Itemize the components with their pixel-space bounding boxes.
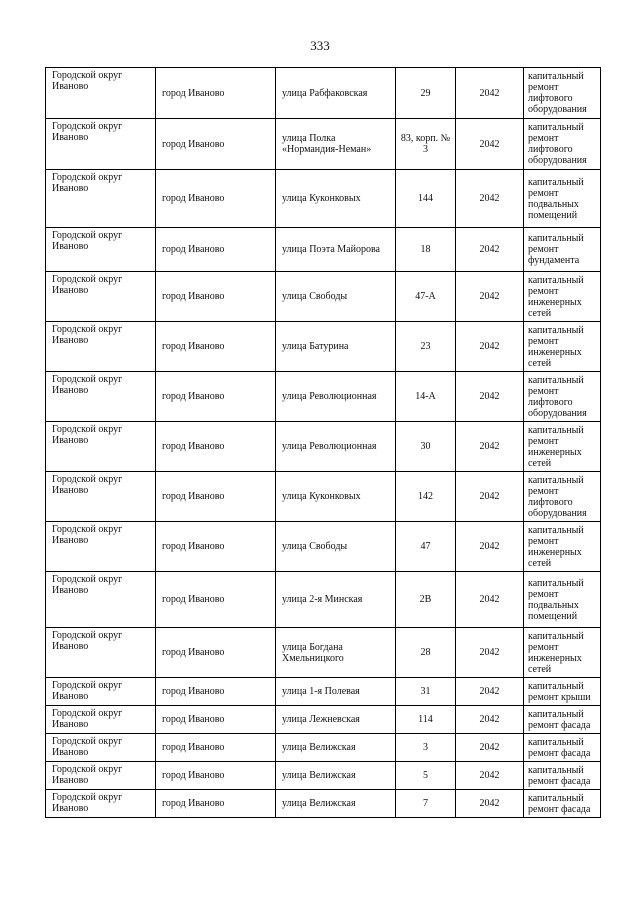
table-row — [46, 170, 601, 228]
work-type-cell: капитальный ремонт инженерных сетей — [524, 272, 601, 322]
year-cell: 2042 — [456, 322, 524, 372]
locality-cell: город Иваново — [156, 472, 276, 522]
table-row — [46, 322, 601, 372]
district-cell: Городской округ Иваново — [46, 228, 156, 272]
table-row — [46, 734, 601, 762]
street-cell: улица Поэта Майорова — [276, 228, 396, 272]
street-cell: улица Велижская — [276, 734, 396, 762]
table-row — [46, 272, 601, 322]
work-type-cell: капитальный ремонт лифтового оборудования — [524, 472, 601, 522]
year-cell: 2042 — [456, 272, 524, 322]
house-cell: 142 — [396, 472, 456, 522]
work-type-cell: капитальный ремонт инженерных сетей — [524, 628, 601, 678]
page-number: 333 — [310, 38, 330, 53]
work-type-cell: капитальный ремонт инженерных сетей — [524, 322, 601, 372]
house-cell: 31 — [396, 678, 456, 706]
year-cell: 2042 — [456, 422, 524, 472]
work-type-cell: капитальный ремонт лифтового оборудования — [524, 68, 601, 119]
street-cell: улица Свободы — [276, 272, 396, 322]
street-cell: улица 1-я Полевая — [276, 678, 396, 706]
table-row — [46, 706, 601, 734]
street-cell: улица Батурина — [276, 322, 396, 372]
house-cell: 114 — [396, 706, 456, 734]
house-cell: 83, корп. № 3 — [396, 119, 456, 170]
locality-cell: город Иваново — [156, 272, 276, 322]
year-cell: 2042 — [456, 706, 524, 734]
district-cell: Городской округ Иваново — [46, 119, 156, 170]
locality-cell: город Иваново — [156, 422, 276, 472]
house-cell: 23 — [396, 322, 456, 372]
house-cell: 47 — [396, 522, 456, 572]
work-type-cell: капитальный ремонт фасада — [524, 762, 601, 790]
locality-cell: город Иваново — [156, 790, 276, 818]
locality-cell: город Иваново — [156, 734, 276, 762]
table-row — [46, 522, 601, 572]
locality-cell: город Иваново — [156, 68, 276, 119]
work-type-cell: капитальный ремонт инженерных сетей — [524, 522, 601, 572]
house-cell: 28 — [396, 628, 456, 678]
work-type-cell: капитальный ремонт лифтового оборудования — [524, 119, 601, 170]
district-cell: Городской округ Иваново — [46, 628, 156, 678]
house-cell: 29 — [396, 68, 456, 119]
street-cell: улица 2-я Минская — [276, 572, 396, 628]
locality-cell: город Иваново — [156, 678, 276, 706]
year-cell: 2042 — [456, 734, 524, 762]
street-cell: улица Свободы — [276, 522, 396, 572]
work-type-cell: капитальный ремонт подвальных помещений — [524, 572, 601, 628]
work-type-cell: капитальный ремонт фасада — [524, 734, 601, 762]
street-cell: улица Лежневская — [276, 706, 396, 734]
table-row — [46, 628, 601, 678]
locality-cell: город Иваново — [156, 228, 276, 272]
year-cell: 2042 — [456, 68, 524, 119]
locality-cell: город Иваново — [156, 372, 276, 422]
house-cell: 18 — [396, 228, 456, 272]
table-row — [46, 372, 601, 422]
work-type-cell: капитальный ремонт инженерных сетей — [524, 422, 601, 472]
street-cell: улица Велижская — [276, 762, 396, 790]
locality-cell: город Иваново — [156, 628, 276, 678]
table-row — [46, 472, 601, 522]
year-cell: 2042 — [456, 228, 524, 272]
year-cell: 2042 — [456, 472, 524, 522]
house-cell: 47-А — [396, 272, 456, 322]
work-type-cell: капитальный ремонт фасада — [524, 706, 601, 734]
year-cell: 2042 — [456, 790, 524, 818]
district-cell: Городской округ Иваново — [46, 472, 156, 522]
year-cell: 2042 — [456, 628, 524, 678]
district-cell: Городской округ Иваново — [46, 790, 156, 818]
locality-cell: город Иваново — [156, 762, 276, 790]
street-cell: улица Куконковых — [276, 472, 396, 522]
street-cell: улица Полка «Нормандия-Неман» — [276, 119, 396, 170]
year-cell: 2042 — [456, 762, 524, 790]
street-cell: улица Богдана Хмельницкого — [276, 628, 396, 678]
locality-cell: город Иваново — [156, 119, 276, 170]
table-row — [46, 119, 601, 170]
district-cell: Городской округ Иваново — [46, 422, 156, 472]
locality-cell: город Иваново — [156, 572, 276, 628]
work-type-cell: капитальный ремонт крыши — [524, 678, 601, 706]
repair-schedule-table — [45, 67, 601, 818]
table-row — [46, 228, 601, 272]
district-cell: Городской округ Иваново — [46, 734, 156, 762]
street-cell: улица Рабфаковская — [276, 68, 396, 119]
district-cell: Городской округ Иваново — [46, 68, 156, 119]
district-cell: Городской округ Иваново — [46, 678, 156, 706]
table-row — [46, 422, 601, 472]
table-row — [46, 762, 601, 790]
district-cell: Городской округ Иваново — [46, 322, 156, 372]
year-cell: 2042 — [456, 170, 524, 228]
district-cell: Городской округ Иваново — [46, 706, 156, 734]
house-cell: 14-А — [396, 372, 456, 422]
street-cell: улица Велижская — [276, 790, 396, 818]
locality-cell: город Иваново — [156, 706, 276, 734]
table-row — [46, 572, 601, 628]
district-cell: Городской округ Иваново — [46, 372, 156, 422]
district-cell: Городской округ Иваново — [46, 572, 156, 628]
house-cell: 2В — [396, 572, 456, 628]
district-cell: Городской округ Иваново — [46, 762, 156, 790]
year-cell: 2042 — [456, 522, 524, 572]
work-type-cell: капитальный ремонт фундамента — [524, 228, 601, 272]
street-cell: улица Революционная — [276, 422, 396, 472]
work-type-cell: капитальный ремонт лифтового оборудования — [524, 372, 601, 422]
table-row — [46, 678, 601, 706]
year-cell: 2042 — [456, 572, 524, 628]
house-cell: 5 — [396, 762, 456, 790]
table-row — [46, 68, 601, 119]
house-cell: 30 — [396, 422, 456, 472]
district-cell: Городской округ Иваново — [46, 170, 156, 228]
house-cell: 7 — [396, 790, 456, 818]
district-cell: Городской округ Иваново — [46, 522, 156, 572]
street-cell: улица Куконковых — [276, 170, 396, 228]
year-cell: 2042 — [456, 119, 524, 170]
house-cell: 3 — [396, 734, 456, 762]
street-cell: улица Революционная — [276, 372, 396, 422]
locality-cell: город Иваново — [156, 522, 276, 572]
year-cell: 2042 — [456, 372, 524, 422]
locality-cell: город Иваново — [156, 322, 276, 372]
work-type-cell: капитальный ремонт подвальных помещений — [524, 170, 601, 228]
work-type-cell: капитальный ремонт фасада — [524, 790, 601, 818]
year-cell: 2042 — [456, 678, 524, 706]
locality-cell: город Иваново — [156, 170, 276, 228]
district-cell: Городской округ Иваново — [46, 272, 156, 322]
house-cell: 144 — [396, 170, 456, 228]
table-row — [46, 790, 601, 818]
